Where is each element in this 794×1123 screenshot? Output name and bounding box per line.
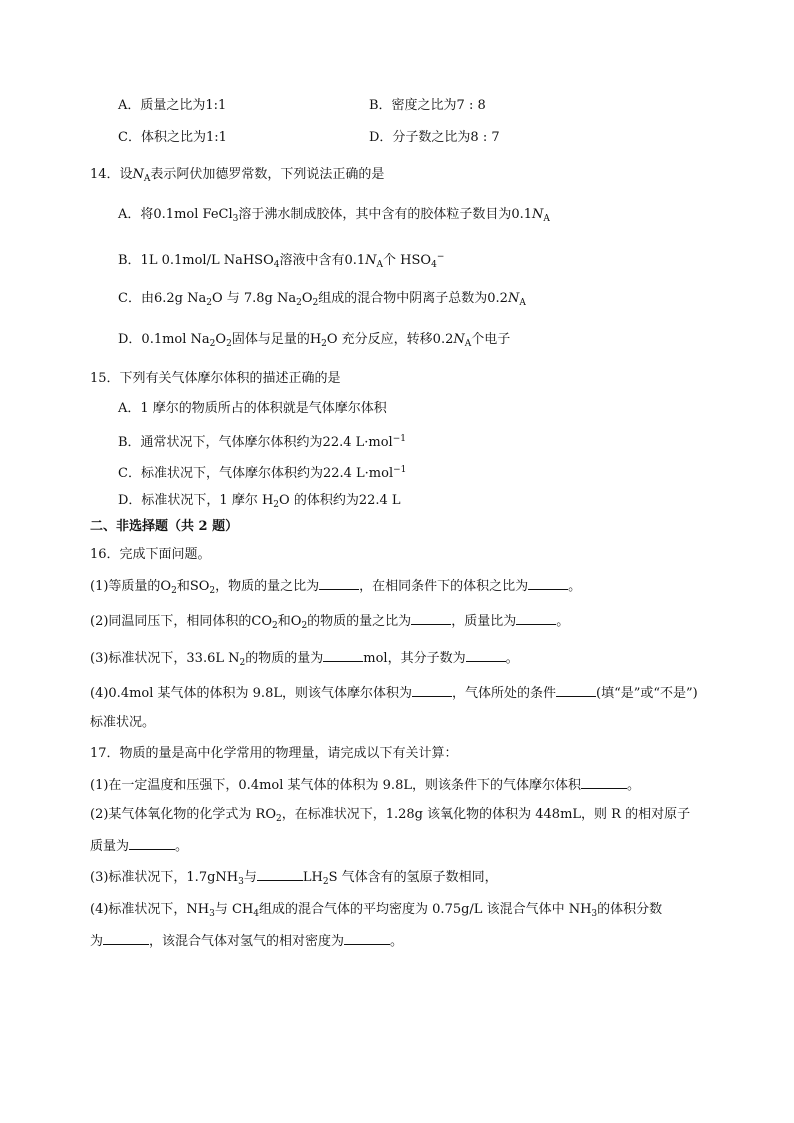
q16-part-1: (1)等质量的$O_2$和$SO_2$，物质的量之比为 ，在相同条件下的体积之比为 。: [90, 579, 582, 596]
answer-blank[interactable]: [103, 932, 149, 945]
q15-option-d: D．标准状况下，1 摩尔 $H_2O$ 的体积约为22.4 L: [118, 493, 401, 510]
answer-blank[interactable]: [412, 684, 452, 697]
answer-blank[interactable]: [129, 837, 175, 850]
q16-stem: 16．完成下面问题。: [90, 547, 211, 562]
q17-stem: 17．物质的量是高中化学常用的物理量，请完成以下有关计算：: [90, 746, 458, 761]
answer-blank[interactable]: [411, 612, 451, 625]
answer-blank[interactable]: [323, 649, 363, 662]
answer-blank[interactable]: [528, 577, 568, 590]
q13-option-c: C．体积之比为1:1: [118, 130, 227, 145]
section-heading: 二、非选择题（共 2 题）: [90, 519, 239, 534]
answer-blank[interactable]: [516, 612, 556, 625]
q13-option-b: B．密度之比为7 : 8: [369, 98, 486, 113]
q15-option-c: C．标准状况下，气体摩尔体积约为22.4 L·mol$^{-1}$: [118, 465, 407, 481]
answer-blank[interactable]: [466, 649, 506, 662]
q16-part-3: (3)标准状况下，33.6L $N_2$的物质的量为 mol，其分子数为 。: [90, 651, 519, 668]
answer-blank[interactable]: [344, 932, 390, 945]
q17-part-1: (1)在一定温度和压强下，0.4mol 某气体的体积为 9.8L，则该条件下的气体摩尔体积 。: [90, 778, 640, 793]
q15-option-a: A．1 摩尔的物质所占的体积就是气体摩尔体积: [118, 401, 387, 416]
q14-option-d: D．0.1mol $Na_2O_2$固体与足量的$H_2O$ 充分反应，转移$0.2N_A$个电子: [118, 332, 511, 349]
q17-part-2: (2)某气体氧化物的化学式为 $RO_2$，在标准状况下，1.28g 该氧化物的体积为 448mL，则 R 的相对原子: [90, 807, 691, 824]
q17-part-4: (4)标准状况下，$NH_3$与 $CH_4$组成的混合气体的平均密度为 0.75g/L 该混合气体中 $NH_3$的体积分数: [90, 902, 663, 919]
answer-blank[interactable]: [257, 868, 303, 881]
q17-part-2-cont: 质量为 。: [90, 839, 189, 854]
q14-option-a: A．将0.1mol FeCl$_3$溶于沸水制成胶体，其中含有的胶体粒子数目为$0.1N_A$: [118, 207, 550, 224]
answer-blank[interactable]: [319, 577, 359, 590]
q16-part-2: (2)同温同压下，相同体积的$CO_2$和$O_2$的物质的量之比为 ，质量比为 。: [90, 614, 570, 631]
q13-option-d: D．分子数之比为8 : 7: [369, 130, 500, 145]
q14-option-b: B．1L 0.1mol/L NaHSO$_4$溶液中含有$0.1N_A$个 $HSO_4^-$: [118, 252, 445, 270]
answer-blank[interactable]: [581, 776, 627, 789]
q15-option-b: B．通常状况下，气体摩尔体积约为22.4 L·mol$^{-1}$: [118, 434, 406, 450]
q16-part-4: (4)0.4mol 某气体的体积为 9.8L，则该气体摩尔体积为 ，气体所处的条件 (填“是”或“不是”): [90, 686, 698, 701]
q13-option-a: A．质量之比为1:1: [118, 98, 227, 113]
q14-option-c: C．由6.2g $Na_2O$ 与 7.8g $Na_2O_2$组成的混合物中阴离子总数为$0.2N_A$: [118, 291, 526, 308]
q17-part-3: (3)标准状况下，1.7gNH$_3$与 $LH_2S$ 气体含有的氢原子数相同，: [90, 870, 498, 887]
answer-blank[interactable]: [556, 684, 596, 697]
q14-stem: 14．设$N_A$表示阿伏加德罗常数，下列说法正确的是: [90, 167, 385, 184]
q16-part-4-cont: 标准状况。: [90, 715, 156, 730]
q15-stem: 15．下列有关气体摩尔体积的描述正确的是: [90, 371, 341, 386]
q17-part-4-cont: 为 ，该混合气体对氢气的相对密度为 。: [90, 934, 404, 949]
